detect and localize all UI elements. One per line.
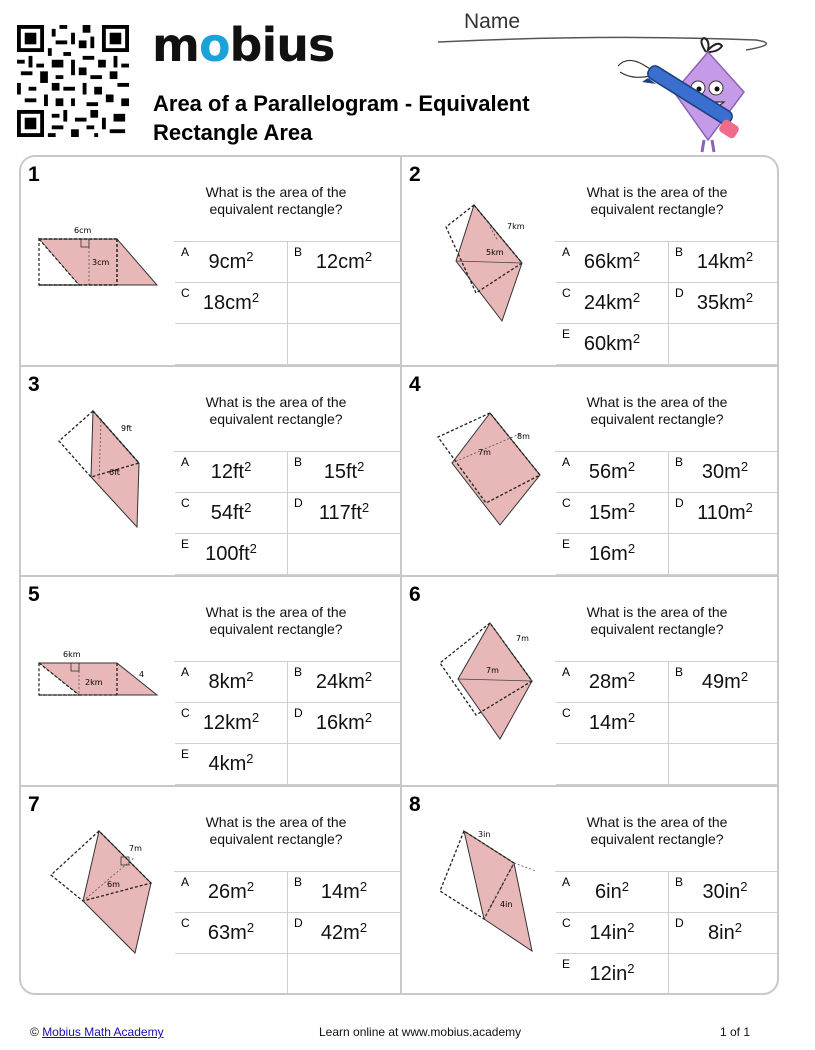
answer-option-a[interactable]: A $26m^2$	[175, 872, 288, 913]
parallelogram-diagram	[410, 827, 560, 967]
answer-option-empty	[669, 703, 779, 744]
question-prompt: What is the area of the equivalent rectangle?	[205, 184, 347, 217]
answer-option-c[interactable]: C $15m^2$	[556, 493, 669, 534]
svg-text:6m: 6m	[107, 880, 120, 889]
answer-option-empty	[669, 324, 779, 365]
question-number: 3	[28, 373, 40, 396]
question-card-3	[21, 367, 400, 575]
grid-divider	[21, 575, 779, 577]
answer-option-empty	[288, 324, 401, 365]
answer-option-e[interactable]: E $12in^2$	[556, 954, 669, 995]
question-prompt: What is the area of the equivalent rectangle?	[586, 394, 728, 427]
answer-option-e[interactable]: E $16m^2$	[556, 534, 669, 575]
answer-option-empty	[288, 283, 401, 324]
answer-option-d[interactable]: D $16km^2$	[288, 703, 401, 744]
question-number: 4	[409, 373, 421, 396]
answer-option-b[interactable]: B $15ft^2$	[288, 452, 401, 493]
answer-option-empty	[175, 954, 288, 995]
svg-text:9ft: 9ft	[121, 424, 132, 433]
answer-options	[555, 871, 779, 985]
answer-option-b[interactable]: B $24km^2$	[288, 662, 401, 703]
answer-options	[555, 661, 779, 734]
svg-text:4: 4	[139, 670, 145, 679]
mobius-logo: mobius	[152, 18, 335, 72]
answer-option-b[interactable]: B $12cm^2$	[288, 242, 401, 283]
svg-text:7m: 7m	[478, 448, 491, 457]
svg-text:2km: 2km	[85, 678, 103, 687]
mascot-illustration	[612, 36, 752, 154]
question-prompt: What is the area of the equivalent rectangle?	[586, 814, 728, 847]
svg-text:8m: 8m	[517, 432, 530, 441]
svg-text:6km: 6km	[63, 650, 81, 659]
svg-text:7m: 7m	[129, 844, 142, 853]
answer-option-d[interactable]: D $35km^2$	[669, 283, 779, 324]
worksheet-title: Area of a Parallelogram - Equivalent Rectangle Area	[153, 91, 530, 145]
answer-option-b[interactable]: B $14km^2$	[669, 242, 779, 283]
question-card-4	[402, 367, 779, 575]
answer-option-b[interactable]: B $49m^2$	[669, 662, 779, 703]
answer-option-c[interactable]: C $18cm^2$	[175, 283, 288, 324]
question-card-5	[21, 577, 400, 785]
name-label: Name	[464, 10, 521, 33]
answer-options	[174, 241, 402, 314]
parallelogram-diagram	[410, 617, 560, 757]
answer-option-empty	[669, 744, 779, 785]
answer-options	[174, 451, 402, 565]
answer-option-empty	[288, 954, 401, 995]
answer-options	[174, 661, 402, 775]
parallelogram-diagram	[29, 827, 179, 967]
question-grid	[19, 155, 779, 995]
svg-text:3in: 3in	[478, 830, 491, 839]
answer-options	[555, 451, 779, 565]
question-number: 8	[409, 793, 421, 816]
question-number: 7	[28, 793, 40, 816]
answer-option-e[interactable]: E $4km^2$	[175, 744, 288, 785]
answer-options	[174, 871, 402, 944]
answer-option-b[interactable]: B $30m^2$	[669, 452, 779, 493]
answer-option-empty	[669, 534, 779, 575]
answer-option-a[interactable]: A $28m^2$	[556, 662, 669, 703]
answer-option-empty	[288, 744, 401, 785]
svg-text:5km: 5km	[486, 248, 504, 257]
qr-code-image	[17, 25, 129, 137]
answer-option-a[interactable]: A $66km^2$	[556, 242, 669, 283]
answer-option-c[interactable]: C $63m^2$	[175, 913, 288, 954]
answer-option-empty	[288, 534, 401, 575]
question-prompt: What is the area of the equivalent rectangle?	[205, 814, 347, 847]
answer-option-d[interactable]: D $42m^2$	[288, 913, 401, 954]
mobius-academy-link[interactable]: Mobius Math Academy	[42, 1025, 164, 1039]
answer-option-e[interactable]: E $60km^2$	[556, 324, 669, 365]
answer-option-d[interactable]: D $110m^2$	[669, 493, 779, 534]
answer-option-c[interactable]: C $54ft^2$	[175, 493, 288, 534]
question-card-2	[402, 157, 779, 365]
answer-option-e[interactable]: E $100ft^2$	[175, 534, 288, 575]
answer-option-b[interactable]: B $14m^2$	[288, 872, 401, 913]
side-label: 6cm	[74, 226, 92, 235]
svg-text:6ft: 6ft	[109, 468, 120, 477]
question-number: 5	[28, 583, 40, 606]
question-card-8	[402, 787, 779, 995]
answer-option-c[interactable]: C $14m^2$	[556, 703, 669, 744]
page-number: 1 of 1	[720, 1025, 751, 1039]
parallelogram-diagram	[410, 407, 560, 547]
answer-option-c[interactable]: C $12km^2$	[175, 703, 288, 744]
answer-option-d[interactable]: D $8in^2$	[669, 913, 779, 954]
answer-option-c[interactable]: C $24km^2$	[556, 283, 669, 324]
question-card-7	[21, 787, 400, 995]
question-prompt: What is the area of the equivalent rectangle?	[586, 184, 728, 217]
parallelogram-diagram	[29, 617, 179, 757]
question-prompt: What is the area of the equivalent rectangle?	[205, 394, 347, 427]
question-number: 2	[409, 163, 421, 186]
parallelogram-diagram	[410, 197, 560, 337]
height-label: 3cm	[92, 258, 110, 267]
parallelogram-diagram	[29, 407, 179, 547]
answer-option-c[interactable]: C $14in^2$	[556, 913, 669, 954]
svg-text:7m: 7m	[516, 634, 529, 643]
footer-copyright: © Mobius Math Academy	[30, 1025, 164, 1039]
svg-text:4in: 4in	[500, 900, 513, 909]
answer-options	[555, 241, 779, 355]
svg-text:7km: 7km	[507, 222, 525, 231]
question-prompt: What is the area of the equivalent rectangle?	[586, 604, 728, 637]
question-number: 6	[409, 583, 421, 606]
answer-option-d[interactable]: D $117ft^2$	[288, 493, 401, 534]
answer-option-a[interactable]: A $12ft^2$	[175, 452, 288, 493]
answer-option-empty	[175, 324, 288, 365]
answer-option-a[interactable]: A $56m^2$	[556, 452, 669, 493]
answer-option-a[interactable]: A $8km^2$	[175, 662, 288, 703]
svg-text:7m: 7m	[486, 666, 499, 675]
grid-divider	[21, 365, 779, 367]
answer-option-a[interactable]: A $6in^2$	[556, 872, 669, 913]
answer-option-empty	[669, 954, 779, 995]
question-card-6	[402, 577, 779, 785]
answer-option-a[interactable]: A $9cm^2$	[175, 242, 288, 283]
question-card-1	[21, 157, 400, 365]
parallelogram-diagram	[29, 197, 179, 337]
answer-option-empty	[556, 744, 669, 785]
question-prompt: What is the area of the equivalent rectangle?	[205, 604, 347, 637]
answer-option-b[interactable]: B $30in^2$	[669, 872, 779, 913]
grid-divider	[21, 785, 779, 787]
question-number: 1	[28, 163, 40, 186]
footer-website: Learn online at www.mobius.academy	[319, 1025, 522, 1039]
